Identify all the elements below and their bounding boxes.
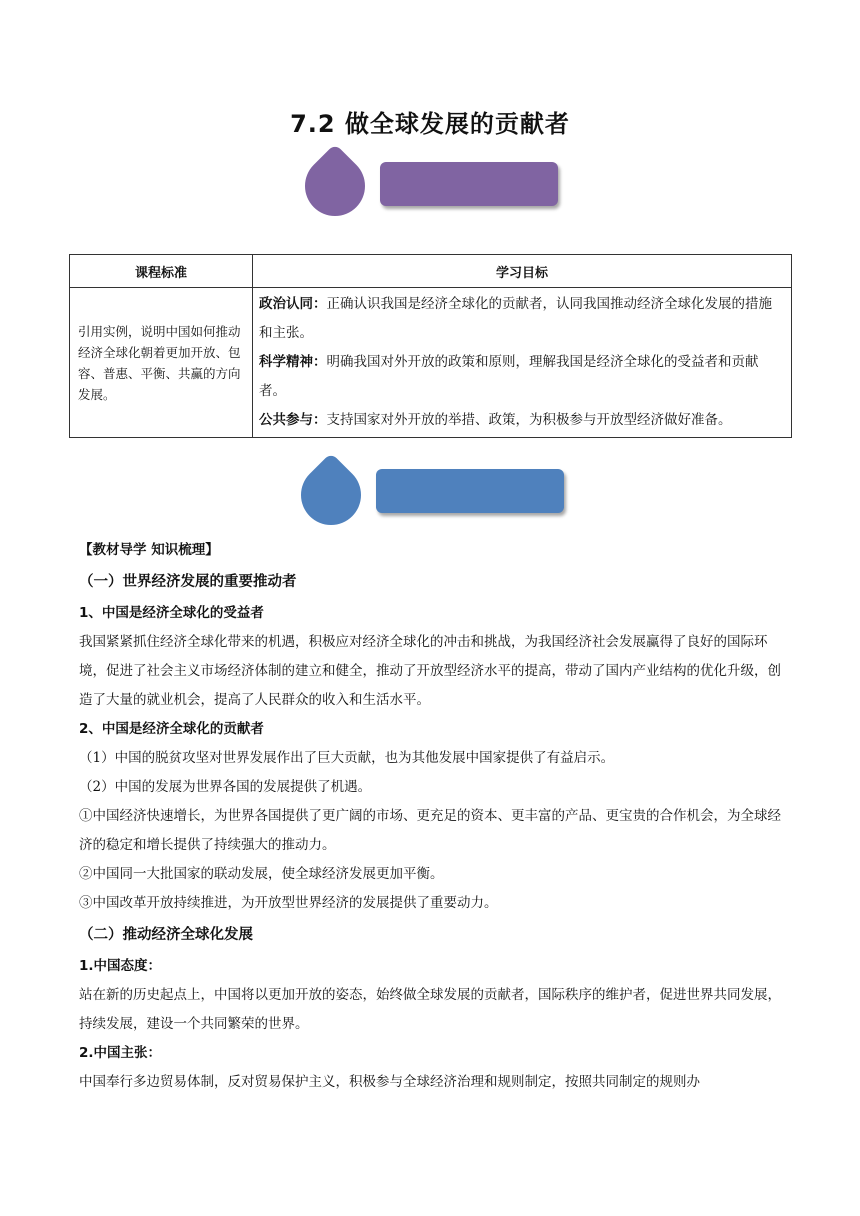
paragraph: ①中国经济快速增长，为世界各国提供了更广阔的市场、更充足的资本、更丰富的产品、更宝贵的合作机会，为全球经济的稳定和增长提供了持续强大的推动力。 <box>79 808 781 853</box>
section-heading: （二）推动经济全球化发展 <box>79 927 253 943</box>
paragraph: （1）中国的脱贫攻坚对世界发展作出了巨大贡献，也为其他发展中国家提供了有益启示。 <box>79 750 615 766</box>
subheading: 2.中国主张： <box>79 1045 162 1061</box>
badge-circle <box>293 144 378 229</box>
badge-bar <box>380 162 558 206</box>
goal-text: 正确认识我国是经济全球化的贡献者，认同我国推动经济全球化发展的措施和主张。 <box>259 296 772 341</box>
goal-item <box>259 348 785 406</box>
section-heading: （一）世界经济发展的重要推动者 <box>79 574 297 590</box>
paragraph: ②中国同一大批国家的联动发展，使全球经济发展更加平衡。 <box>79 866 444 882</box>
section-badge-blue <box>296 459 568 529</box>
goal-text: 明确我国对外开放的政策和原则，理解我国是经济全球化的受益者和贡献者。 <box>259 354 759 399</box>
paragraph: ③中国改革开放持续推进，为开放型世界经济的发展提供了重要动力。 <box>79 895 498 911</box>
paragraph: （2）中国的发展为世界各国的发展提供了机遇。 <box>79 779 372 795</box>
paragraph: 中国奉行多边贸易体制，反对贸易保护主义，积极参与全球经济治理和规则制定，按照共同制定的规则办 <box>79 1074 700 1090</box>
guide-heading: 【教材导学 知识梳理】 <box>79 542 219 558</box>
goal-item <box>259 406 785 435</box>
page-title: 7.2 做全球发展的贡献者 <box>290 110 570 138</box>
header-learning-goals: 学习目标 <box>253 255 792 288</box>
goal-label: 政治认同： <box>259 296 327 312</box>
subheading: 1.中国态度： <box>79 958 162 974</box>
goal-text: 支持国家对外开放的举措、政策，为积极参与开放型经济做好准备。 <box>326 412 732 428</box>
goal-item <box>259 290 785 348</box>
learning-goals-cell <box>253 288 792 438</box>
course-standard-text: 引用实例，说明中国如何推动经济全球化朝着更加开放、包容、普惠、平衡、共赢的方向发展。 <box>70 288 253 438</box>
section-badge-purple <box>300 152 562 222</box>
goal-label: 公共参与： <box>259 412 327 428</box>
content-body <box>79 536 785 1097</box>
subheading: 2、中国是经济全球化的贡献者 <box>79 721 264 737</box>
paragraph: 我国紧紧抓住经济全球化带来的机遇，积极应对经济全球化的冲击和挑战，为我国经济社会发展赢得了良好的国际环境，促进了社会主义市场经济体制的建立和健全，推动了开放型经济水平的提高，带动了国内产业结构的优化升级，创造了大量的就业机会，提高了人民群众的收入和生活水平。 <box>79 634 781 708</box>
objectives-table <box>69 254 792 438</box>
goal-label: 科学精神： <box>259 354 327 370</box>
paragraph: 站在新的历史起点上，中国将以更加开放的姿态，始终做全球发展的贡献者，国际秩序的维护者，促进世界共同发展，持续发展，建设一个共同繁荣的世界。 <box>79 987 781 1032</box>
header-course-standard: 课程标准 <box>70 255 253 288</box>
badge-bar <box>376 469 564 513</box>
badge-circle <box>289 453 374 538</box>
subheading: 1、中国是经济全球化的受益者 <box>79 605 264 621</box>
